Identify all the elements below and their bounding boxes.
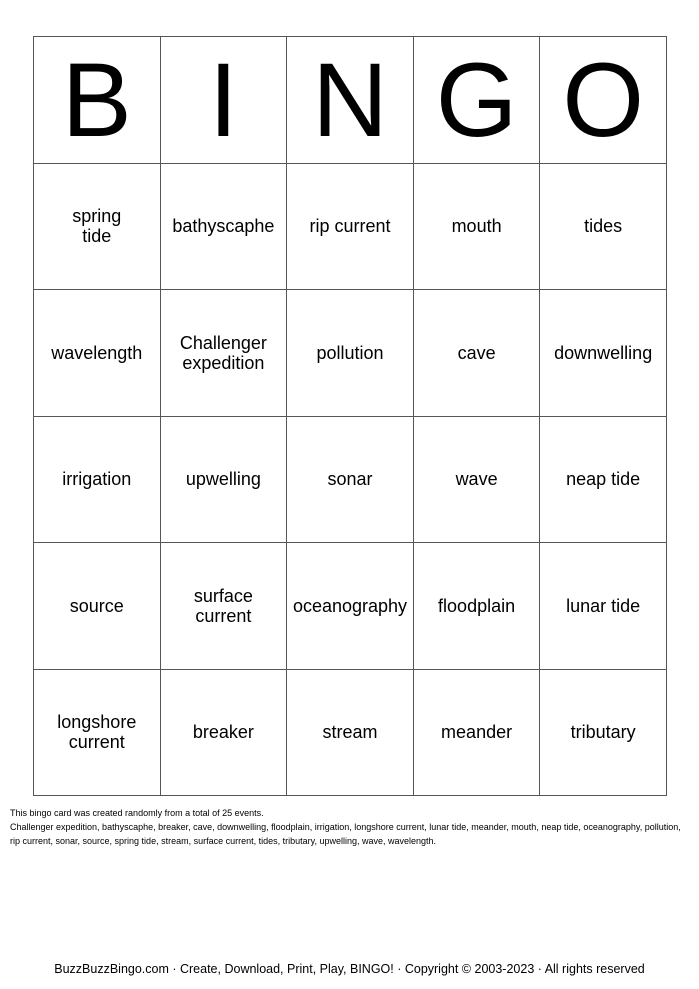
bingo-cell: stream (287, 669, 414, 796)
bingo-cell: mouth (413, 163, 540, 290)
bingo-cell: spring tide (34, 163, 161, 290)
header-letter-o: O (540, 37, 667, 164)
note-word-list: Challenger expedition, bathyscaphe, breaker, cave, downwelling, floodplain, irrigation, longshore current, lunar tide, meander, mouth, neap tide, oceanography, pollution, rip current, sonar, source, spring tide, stream, surface current, tides, tributary, upwelling, wave, wavelength. (10, 822, 681, 846)
note-summary: This bingo card was created randomly from a total of 25 events. (10, 808, 264, 818)
header-row (34, 37, 667, 164)
bingo-cell: tributary (540, 669, 667, 796)
bingo-cell: source (34, 543, 161, 670)
header-letter-b: B (34, 37, 161, 164)
bingo-cell: tides (540, 163, 667, 290)
bingo-cell: meander (413, 669, 540, 796)
bingo-cell: sonar (287, 416, 414, 543)
bingo-cell: wavelength (34, 290, 161, 417)
bingo-cell: floodplain (413, 543, 540, 670)
bingo-cell: neap tide (540, 416, 667, 543)
footer-copyright: BuzzBuzzBingo.com · Create, Download, Print, Play, BINGO! · Copyright © 2003-2023 · All rights reserved (54, 962, 645, 976)
bingo-cell: breaker (160, 669, 287, 796)
bingo-cell: pollution (287, 290, 414, 417)
header-letter-n: N (287, 37, 414, 164)
bingo-cell: wave (413, 416, 540, 543)
bingo-cell: irrigation (34, 416, 161, 543)
card-row (34, 669, 667, 796)
card-row (34, 290, 667, 417)
bingo-cell: lunar tide (540, 543, 667, 670)
header-letter-i: I (160, 37, 287, 164)
bingo-card (33, 36, 667, 796)
bingo-cell: bathyscaphe (160, 163, 287, 290)
bingo-cell: longshore current (34, 669, 161, 796)
header-letter-g: G (413, 37, 540, 164)
bingo-cell: downwelling (540, 290, 667, 417)
bingo-cell: rip current (287, 163, 414, 290)
bingo-cell: Challenger expedition (160, 290, 287, 417)
card-row (34, 416, 667, 543)
bingo-cell: cave (413, 290, 540, 417)
bingo-cell: oceanography (287, 543, 414, 670)
card-note (10, 806, 690, 848)
card-row (34, 543, 667, 670)
bingo-cell: surface current (160, 543, 287, 670)
bingo-cell: upwelling (160, 416, 287, 543)
card-row (34, 163, 667, 290)
